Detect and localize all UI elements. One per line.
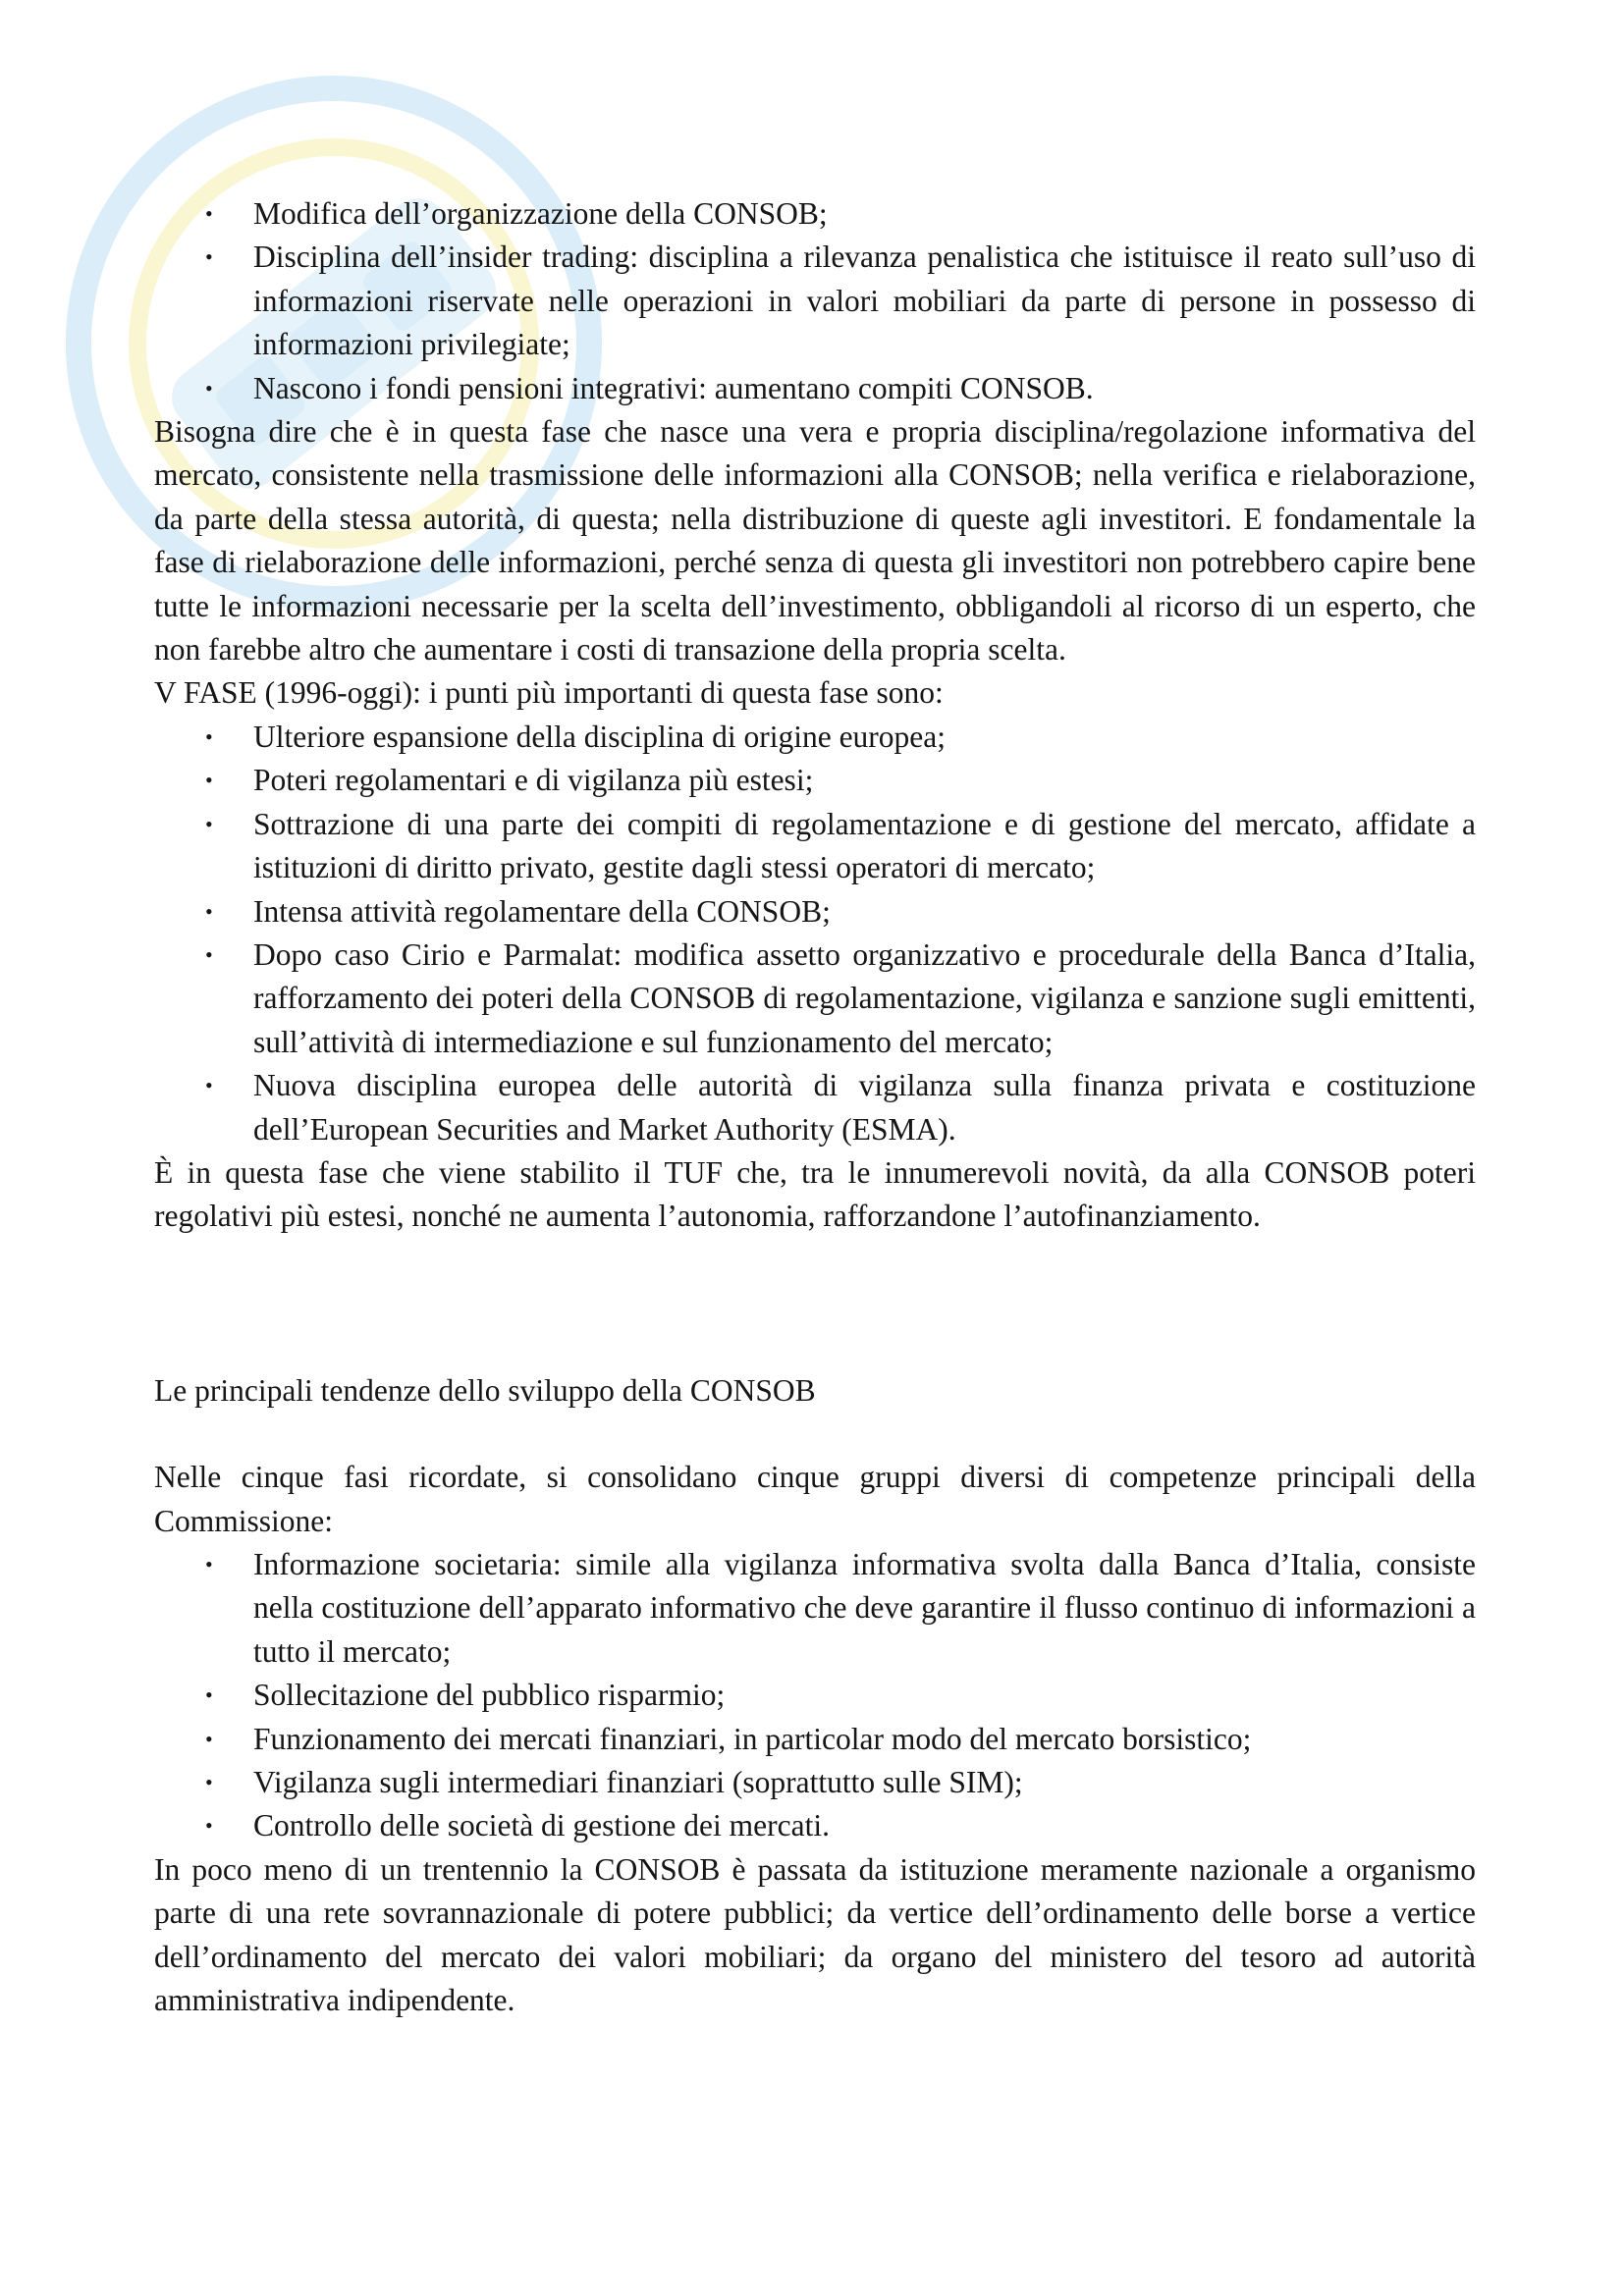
list-item: • Modifica dell’organizzazione della CONSOB;	[154, 192, 1476, 236]
bullet-list-phase-v	[154, 716, 1476, 1151]
list-item: • Dopo caso Cirio e Parmalat: modifica assetto organizzativo e procedurale della Banca d’Italia, rafforzamento dei poteri della CONSOB di regolamentazione, vigilanza e sanzione sugli emittenti, sull’attività di intermediazione e sul funzionamento del mercato;	[154, 934, 1476, 1064]
document-body	[154, 192, 1476, 2022]
bullet-icon: •	[205, 1073, 213, 1098]
list-item: • Disciplina dell’insider trading: disciplina a rilevanza penalistica che istituisce il reato sull’uso di informazioni riservate nelle operazioni in valori mobiliari da parte di persone in possesso di informazioni privilegiate;	[154, 236, 1476, 366]
paragraph-tuf: È in questa fase che viene stabilito il TUF che, tra le innumerevoli novità, da alla CONSOB poteri regolativi più estesi, nonché ne aumenta l’autonomia, rafforzandone l’autofinanziamento.	[154, 1154, 1476, 1234]
list-item: • Poteri regolamentari e di vigilanza più estesi;	[154, 759, 1476, 802]
paragraph-regulation: Bisogna dire che è in questa fase che nasce una vera e propria disciplina/regolazione informativa del mercato, consistente nella trasmissione delle informazioni alla CONSOB; nella verifica e rielaborazione, da parte della stessa autorità, di questa; nella distribuzione di queste agli investitori. E fondamentale la fase di rielaborazione delle informazioni, perché senza di questa gli investitori non potrebbero capire bene tutte le informazioni necessarie per la scelta dell’investimento, obbligandoli al ricorso di un esperto, che non farebbe altro che aumentare i costi di transazione della propria scelta.	[154, 414, 1476, 667]
section-heading: Le principali tendenze dello sviluppo della CONSOB	[154, 1372, 816, 1408]
list-item: • Controllo delle società di gestione dei mercati.	[154, 1804, 1476, 1847]
bullet-icon: •	[205, 375, 213, 400]
list-item: • Sollecitazione del pubblico risparmio;	[154, 1674, 1476, 1717]
bullet-icon: •	[205, 201, 213, 226]
list-item: • Sottrazione di una parte dei compiti di regolamentazione e di gestione del mercato, affidate a istituzioni di diritto privato, gestite dagli stessi operatori di mercato;	[154, 803, 1476, 890]
paragraph-competences: Nelle cinque fasi ricordate, si consolidano cinque gruppi diversi di competenze principali della Commissione:	[154, 1460, 1476, 1538]
bullet-icon: •	[205, 898, 213, 924]
bullet-icon: •	[205, 1726, 213, 1751]
list-item: • Nuova disciplina europea delle autorità di vigilanza sulla finanza privata e costituzione dell’European Securities and Market Authority (ESMA).	[154, 1064, 1476, 1151]
list-item: • Intensa attività regolamentare della CONSOB;	[154, 890, 1476, 934]
list-item: • Nascono i fondi pensioni integrativi: aumentano compiti CONSOB.	[154, 367, 1476, 410]
list-item: • Funzionamento dei mercati finanziari, in particolar modo del mercato borsistico;	[154, 1718, 1476, 1761]
spacer	[154, 1239, 1476, 1369]
bullet-icon: •	[205, 1770, 213, 1794]
bullet-icon: •	[205, 723, 213, 749]
list-item: • Informazione societaria: simile alla vigilanza informativa svolta dalla Banca d’Italia, consiste nella costituzione dell’apparato informativo che deve garantire il flusso continuo di informazioni a tutto il mercato;	[154, 1543, 1476, 1674]
bullet-icon: •	[205, 1551, 213, 1576]
list-item: • Vigilanza sugli intermediari finanziari (soprattutto sulle SIM);	[154, 1761, 1476, 1804]
bullet-icon: •	[205, 1682, 213, 1708]
bullet-icon: •	[205, 811, 213, 836]
bullet-list-reforms	[154, 192, 1476, 410]
bullet-icon: •	[205, 768, 213, 793]
list-item: • Ulteriore espansione della disciplina di origine europea;	[154, 716, 1476, 759]
paragraph-phase-v: V FASE (1996-oggi): i punti più importanti di questa fase sono:	[154, 675, 944, 711]
spacer	[154, 1413, 1476, 1456]
bullet-icon: •	[205, 941, 213, 967]
bullet-icon: •	[205, 1813, 213, 1839]
bullet-list-competences	[154, 1543, 1476, 1848]
bullet-icon: •	[205, 244, 213, 270]
paragraph-conclusion: In poco meno di un trentennio la CONSOB è passata da istituzione meramente nazionale a organismo parte di una rete sovrannazionale di potere pubblici; da vertice dell’ordinamento delle borse a vertice dell’ordinamento del mercato dei valori mobiliari; da organo del ministero del tesoro ad autorità amministrativa indipendente.	[154, 1851, 1476, 2018]
